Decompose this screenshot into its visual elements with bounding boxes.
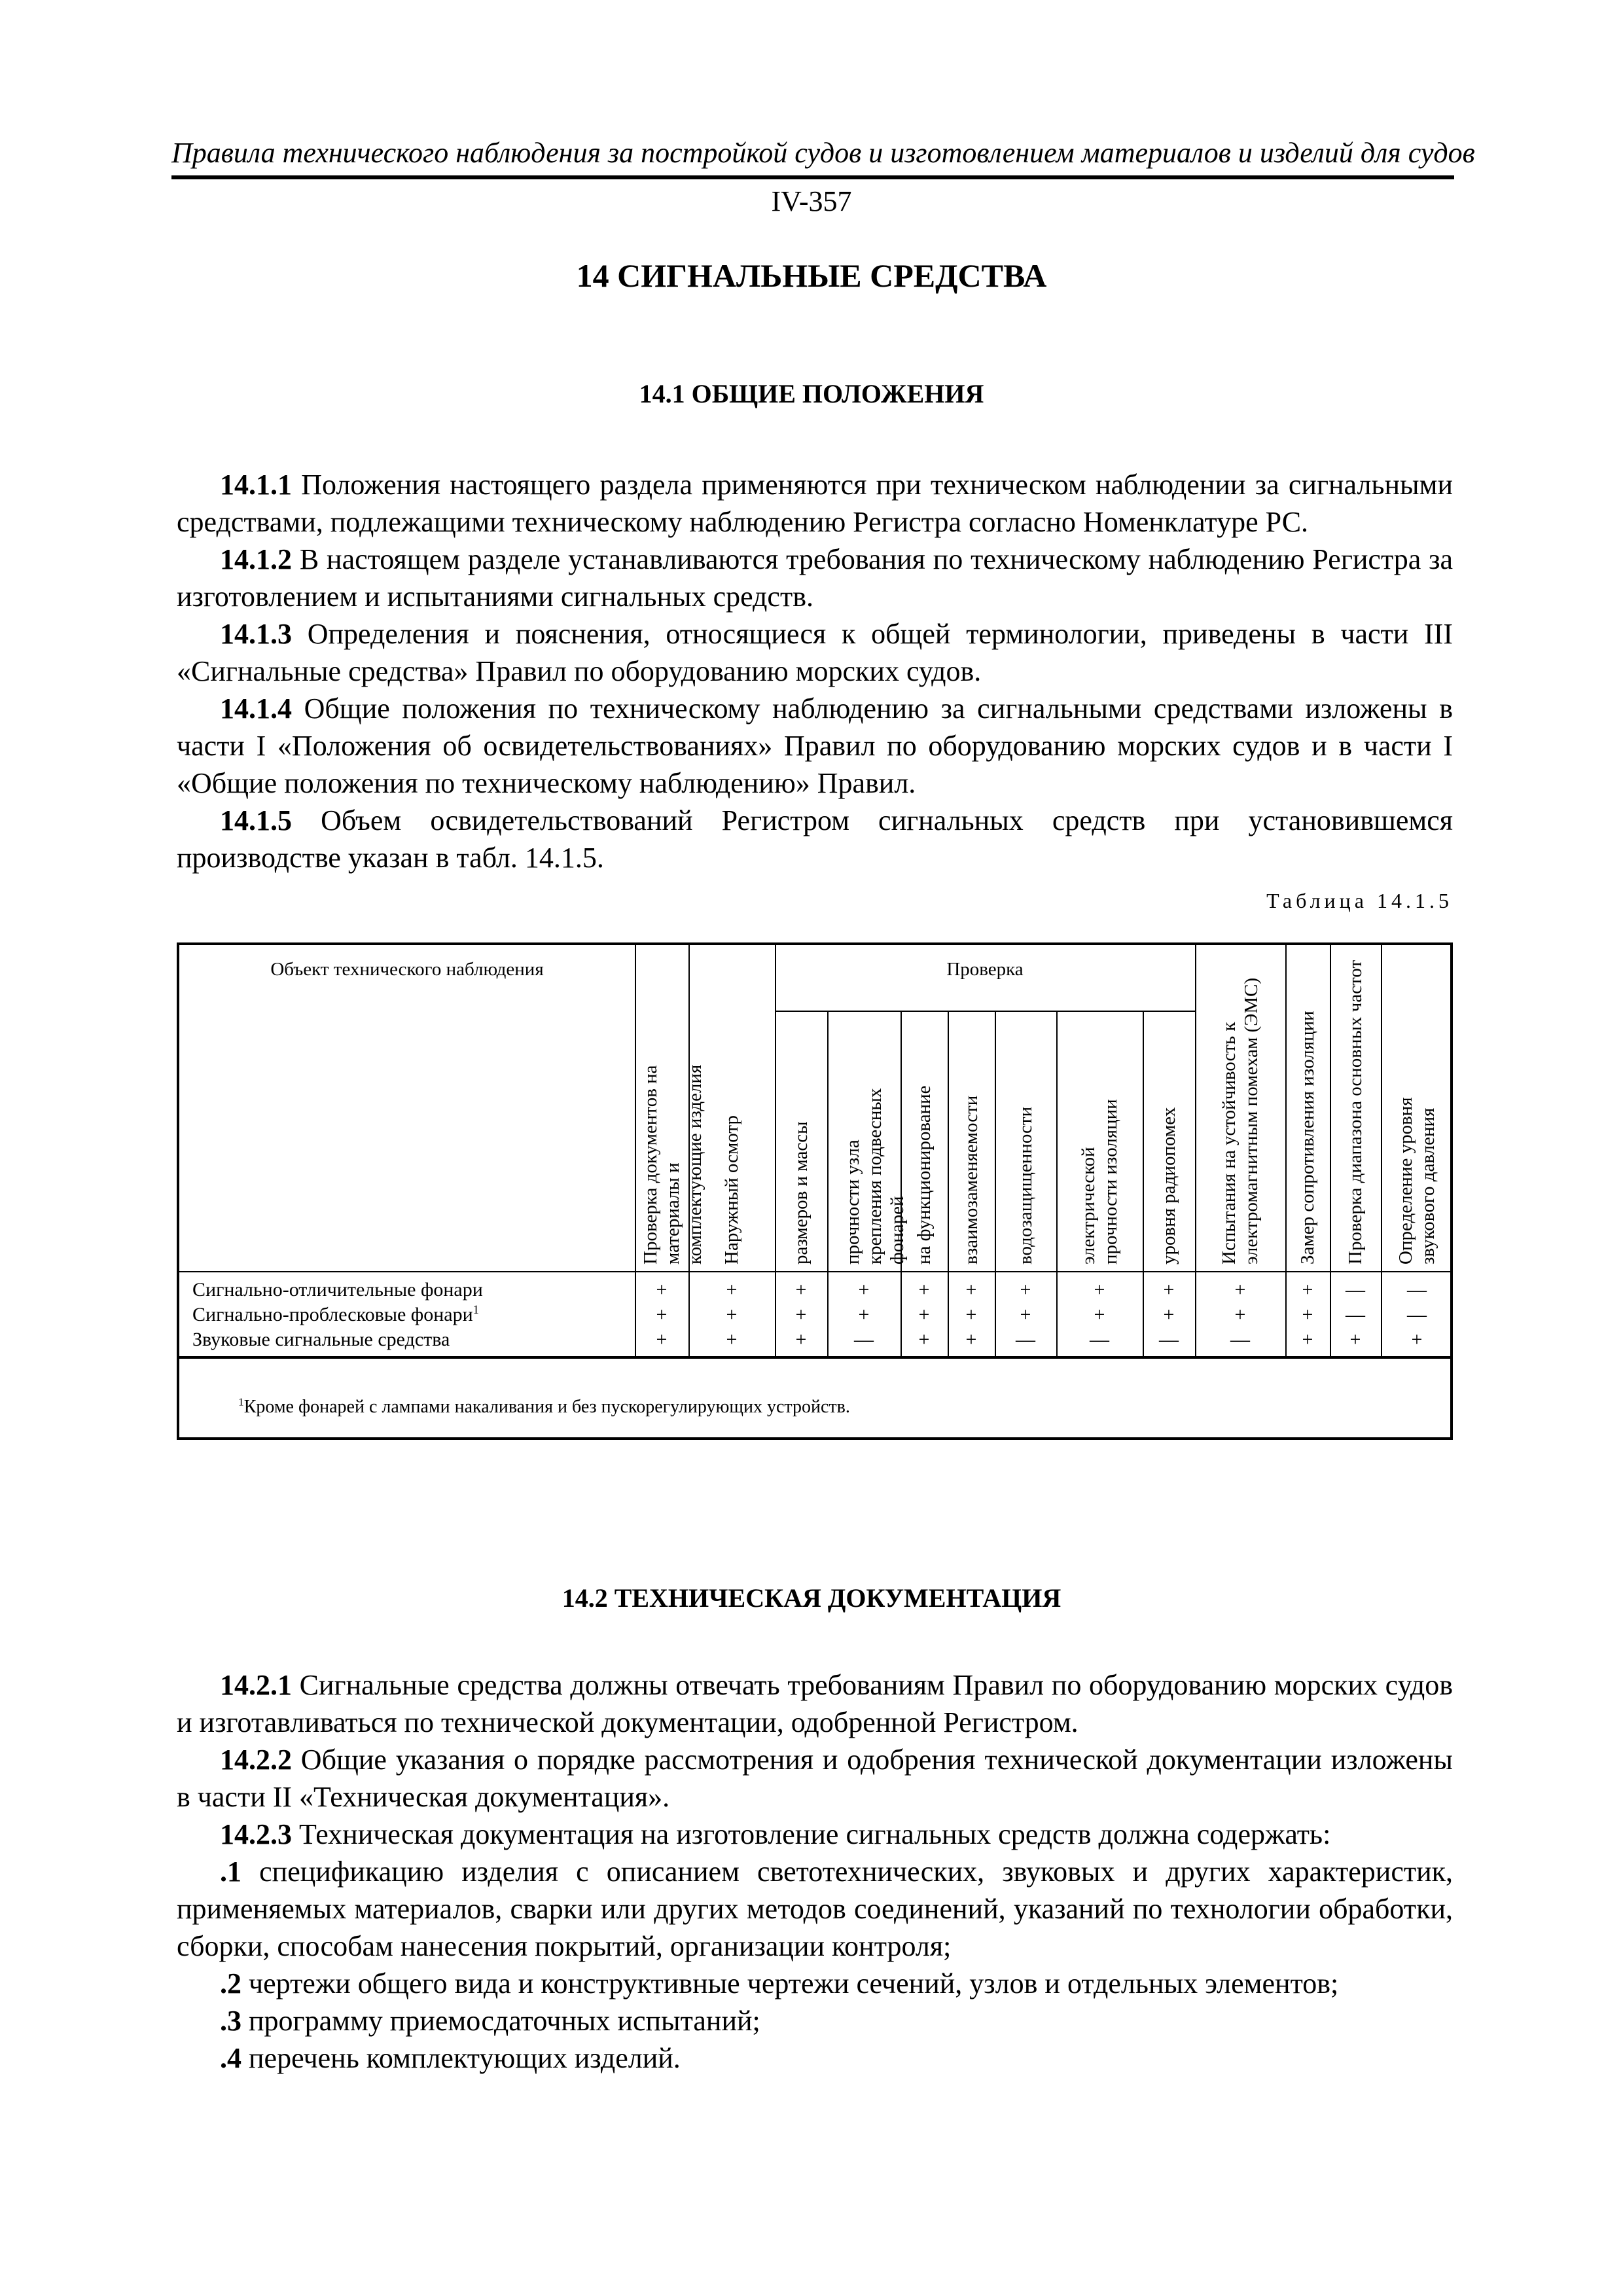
column-header: Проверка документов на материалы и комплектующие изделия	[640, 1064, 705, 1265]
table-cell-mark: +	[1020, 1304, 1031, 1325]
table-row-label: Звуковые сигнальные средства	[192, 1329, 450, 1350]
table-footnote: $^1$Кроме фонарей с лампами накаливания и без пускорегулирующих устройств.	[238, 1395, 850, 1417]
paragraph: 14.1.4 Общие положения по техническому наблюдению за сигнальными средствами изложены в части I «Положения об освидетельствованиях» Правил по оборудованию морских судов и в части I «Общие положения по техническому наблюдению» Правил.	[177, 692, 1453, 799]
table-cell-mark: +	[965, 1304, 977, 1325]
paragraph: 14.1.2 В настоящем разделе устанавливаются требования по техническому наблюдению Регистра за изготовлением и испытаниями сигнальных средств.	[177, 543, 1453, 613]
table-caption: Таблица 14.1.5	[1266, 889, 1453, 912]
table-row-label: Сигнально-проблесковые фонари$^1$	[192, 1303, 479, 1325]
table-cell-mark: —	[1407, 1304, 1427, 1325]
table-cell-mark: —	[1159, 1329, 1179, 1350]
table-cell-mark: +	[918, 1329, 930, 1350]
table-cell-mark: —	[854, 1329, 874, 1350]
column-header: на функционирование	[914, 1085, 935, 1265]
table-cell-mark: +	[1234, 1279, 1246, 1300]
table-cell-mark: +	[726, 1279, 738, 1300]
table-cell-mark: +	[1094, 1279, 1105, 1300]
table-cell-mark: —	[1016, 1329, 1035, 1350]
table-cell-mark: +	[726, 1329, 738, 1350]
table-cell-mark: +	[1349, 1329, 1361, 1350]
group-header: Проверка	[946, 959, 1024, 980]
table-cell-mark: +	[795, 1304, 807, 1325]
table-cell-mark: +	[918, 1304, 930, 1325]
paragraph: 14.2.3 Техническая документация на изготовление сигнальных средств должна содержать:	[220, 1818, 1331, 1850]
table-cell-mark: +	[656, 1279, 668, 1300]
paragraph: 14.2.2 Общие указания о порядке рассмотрения и одобрения технической документации изложены в части II «Техническая документация».	[177, 1744, 1453, 1813]
column-header: прочности узла крепления подвесных фонарей	[842, 1088, 908, 1265]
paragraph: 14.1.5 Объем освидетельствований Регистром сигнальных средств при установившемся производстве указан в табл. 14.1.5.	[177, 804, 1453, 874]
paragraph: 14.2.1 Сигнальные средства должны отвечать требованиям Правил по оборудованию морских судов и изготавливаться по технической документации, одобренной Регистром.	[177, 1669, 1453, 1738]
table-cell-mark: +	[858, 1279, 870, 1300]
table-cell-mark: +	[1234, 1304, 1246, 1325]
column-header: Замер сопротивления изоляции	[1297, 1011, 1318, 1265]
page-number: IV-357	[771, 185, 852, 217]
running-head: Правила технического наблюдения за постройкой судов и изготовлением материалов и изделий для судов	[171, 137, 1475, 169]
column-header: Проверка диапазона основных частот	[1345, 960, 1366, 1265]
section-14-1-body	[177, 466, 1453, 876]
column-header: уровня радиопомех	[1158, 1107, 1179, 1265]
list-item: .2 чертежи общего вида и конструктивные чертежи сечений, узлов и отдельных элементов;	[220, 1967, 1339, 2000]
paragraph: 14.1.1 Положения настоящего раздела применяются при техническом наблюдении за сигнальными средствами, подлежащими техническому наблюдению Регистра согласно Номенклатуре РС.	[177, 469, 1453, 538]
table-cell-mark: +	[795, 1329, 807, 1350]
header-rule	[171, 175, 1454, 179]
table-cell-mark: +	[1302, 1279, 1313, 1300]
table-cell-mark: +	[656, 1304, 668, 1325]
column-header: размеров и массы	[791, 1121, 812, 1265]
table-cell-mark: +	[858, 1304, 870, 1325]
table-cell-mark: +	[1163, 1279, 1175, 1300]
survey-table	[177, 942, 1453, 1440]
table-cell-mark: +	[726, 1304, 738, 1325]
table-cell-mark: +	[1302, 1304, 1313, 1325]
table-cell-mark: +	[965, 1279, 977, 1300]
table-cell-mark: +	[1163, 1304, 1175, 1325]
table-cell-mark: +	[1302, 1329, 1313, 1350]
column-header: водозащищенности	[1015, 1106, 1036, 1265]
column-header: Наружный осмотр	[721, 1115, 742, 1265]
table-row-label: Сигнально-отличительные фонари	[192, 1279, 483, 1300]
table-cell-mark: +	[795, 1279, 807, 1300]
column-header: электрической прочности изоляции	[1078, 1099, 1121, 1265]
table-cell-mark: —	[1407, 1279, 1427, 1300]
paragraph: 14.1.3 Определения и пояснения, относящиеся к общей терминологии, приведены в части III «Сигнальные средства» Правил по оборудованию морских судов.	[177, 618, 1453, 687]
list-item: .3 программу приемосдаточных испытаний;	[220, 2005, 760, 2037]
table-cell-mark: —	[1230, 1329, 1250, 1350]
section-title-14-2: 14.2 ТЕХНИЧЕСКАЯ ДОКУМЕНТАЦИЯ	[562, 1583, 1061, 1613]
object-header: Объект технического наблюдения	[270, 959, 544, 980]
list-item: .4 перечень комплектующих изделий.	[220, 2042, 681, 2074]
table-cell-mark: +	[965, 1329, 977, 1350]
list-item: .1 спецификацию изделия с описанием светотехнических, звуковых и других характеристик, применяемых материалов, сварки или других методов соединений, указаний по технологии обработки, сборки, способам нанесения покрытий, организации контроля;	[177, 1856, 1453, 1962]
table-cell-mark: —	[1346, 1304, 1365, 1325]
table-cell-mark: +	[1020, 1279, 1031, 1300]
table-cell-mark: —	[1346, 1279, 1365, 1300]
chapter-title: 14 СИГНАЛЬНЫЕ СРЕДСТВА	[576, 257, 1047, 294]
section-14-2-body	[177, 1666, 1453, 2077]
column-header: Испытания на устойчивость к электромагнитным помехам (ЭМС)	[1219, 977, 1262, 1265]
table-cell-mark: +	[918, 1279, 930, 1300]
table-cell-mark: —	[1090, 1329, 1109, 1350]
section-title-14-1: 14.1 ОБЩИЕ ПОЛОЖЕНИЯ	[639, 379, 984, 408]
table-cell-mark: +	[656, 1329, 668, 1350]
column-header: взаимозаменяемости	[961, 1095, 982, 1265]
table-cell-mark: +	[1094, 1304, 1105, 1325]
column-header: Определение уровня звукового давления	[1395, 1097, 1438, 1265]
table-cell-mark: +	[1411, 1329, 1423, 1350]
